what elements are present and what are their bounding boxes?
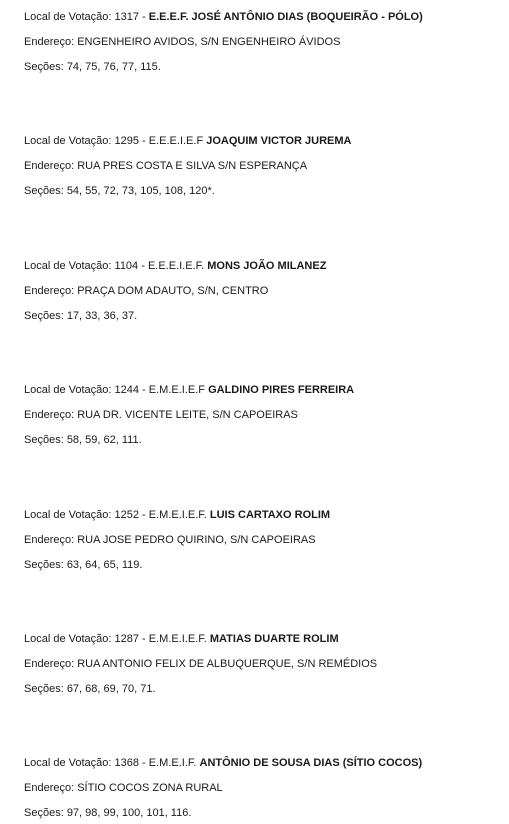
polling-place-entry [24, 260, 504, 323]
local-label: Local de Votação: [24, 509, 115, 521]
local-line [24, 11, 504, 24]
sections-label: Seções: [24, 61, 67, 73]
sections-value: 63, 64, 65, 119. [66, 559, 143, 571]
local-line [24, 633, 504, 646]
address-label: Endereço: [24, 160, 78, 172]
address-value: PRAÇA DOM ADAUTO, S/N, CENTRO [77, 285, 269, 297]
local-line [24, 135, 504, 148]
local-name: MATIAS DUARTE ROLIM [209, 633, 339, 645]
local-line [24, 384, 504, 397]
address-label: Endereço: [24, 409, 78, 421]
sections-value: 67, 68, 69, 70, 71. [66, 683, 156, 695]
polling-place-entry [24, 11, 504, 74]
address-label: Endereço: [24, 36, 78, 48]
polling-place-entry [24, 509, 504, 572]
address-label: Endereço: [24, 658, 78, 670]
sections-label: Seções: [24, 683, 67, 695]
address-label: Endereço: [24, 534, 78, 546]
local-name: GALDINO PIRES FERREIRA [208, 384, 355, 396]
polling-place-entry [24, 633, 504, 696]
sections-line [24, 559, 504, 572]
local-code: 1295 - E.E.E.I.E.F [114, 135, 207, 147]
sections-label: Seções: [24, 559, 67, 571]
sections-label: Seções: [24, 807, 67, 819]
local-code: 1244 - E.M.E.I.E.F [114, 384, 209, 396]
address-value: RUA DR. VICENTE LEITE, S/N CAPOEIRAS [77, 409, 298, 421]
local-code: 1287 - E.M.E.I.E.F. [114, 633, 210, 645]
local-code: 1104 - E.E.E.I.E.F. [114, 260, 208, 272]
local-label: Local de Votação: [24, 135, 115, 147]
polling-place-entry [24, 757, 504, 820]
sections-value: 74, 75, 76, 77, 115. [66, 61, 161, 73]
address-value: RUA PRES COSTA E SILVA S/N ESPERANÇA [77, 160, 308, 172]
local-line [24, 260, 504, 273]
local-code: 1317 - [114, 11, 149, 23]
local-name: MONS JOÃO MILANEZ [207, 260, 327, 272]
local-label: Local de Votação: [24, 757, 115, 769]
local-name: JOAQUIM VICTOR JUREMA [206, 135, 352, 147]
address-line [24, 160, 504, 173]
local-name: E.E.E.F. JOSÉ ANTÔNIO DIAS (BOQUEIRÃO - PÓLO) [148, 11, 423, 23]
sections-label: Seções: [24, 310, 67, 322]
local-line [24, 757, 504, 770]
local-code: 1252 - E.M.E.I.E.F. [114, 509, 210, 521]
address-value: SÍTIO COCOS ZONA RURAL [77, 782, 223, 794]
sections-value: 54, 55, 72, 73, 105, 108, 120*. [66, 185, 215, 197]
address-value: ENGENHEIRO AVIDOS, S/N ENGENHEIRO ÁVIDOS [77, 36, 341, 48]
address-label: Endereço: [24, 782, 78, 794]
sections-value: 58, 59, 62, 111. [66, 434, 142, 446]
address-line [24, 285, 504, 298]
sections-line [24, 434, 504, 447]
sections-line [24, 310, 504, 323]
polling-place-entry [24, 135, 504, 198]
address-line [24, 409, 504, 422]
sections-value: 97, 98, 99, 100, 101, 116. [66, 807, 192, 819]
sections-line [24, 807, 504, 820]
sections-line [24, 683, 504, 696]
address-line [24, 782, 504, 795]
address-line [24, 658, 504, 671]
sections-label: Seções: [24, 434, 67, 446]
address-value: RUA JOSE PEDRO QUIRINO, S/N CAPOEIRAS [77, 534, 316, 546]
local-label: Local de Votação: [24, 633, 115, 645]
local-name: LUIS CARTAXO ROLIM [209, 509, 331, 521]
local-label: Local de Votação: [24, 11, 115, 23]
local-label: Local de Votação: [24, 384, 115, 396]
address-line [24, 534, 504, 547]
address-line [24, 36, 504, 49]
address-value: RUA ANTONIO FELIX DE ALBUQUERQUE, S/N REMÉDIOS [77, 658, 378, 670]
sections-value: 17, 33, 36, 37. [66, 310, 138, 322]
polling-place-entry [24, 384, 504, 447]
local-code: 1368 - E.M.E.I.F. [114, 757, 200, 769]
address-label: Endereço: [24, 285, 78, 297]
sections-line [24, 61, 504, 74]
sections-line [24, 185, 504, 198]
local-line [24, 509, 504, 522]
local-name: ANTÔNIO DE SOUSA DIAS (SÍTIO COCOS) [199, 757, 423, 769]
sections-label: Seções: [24, 185, 67, 197]
local-label: Local de Votação: [24, 260, 115, 272]
